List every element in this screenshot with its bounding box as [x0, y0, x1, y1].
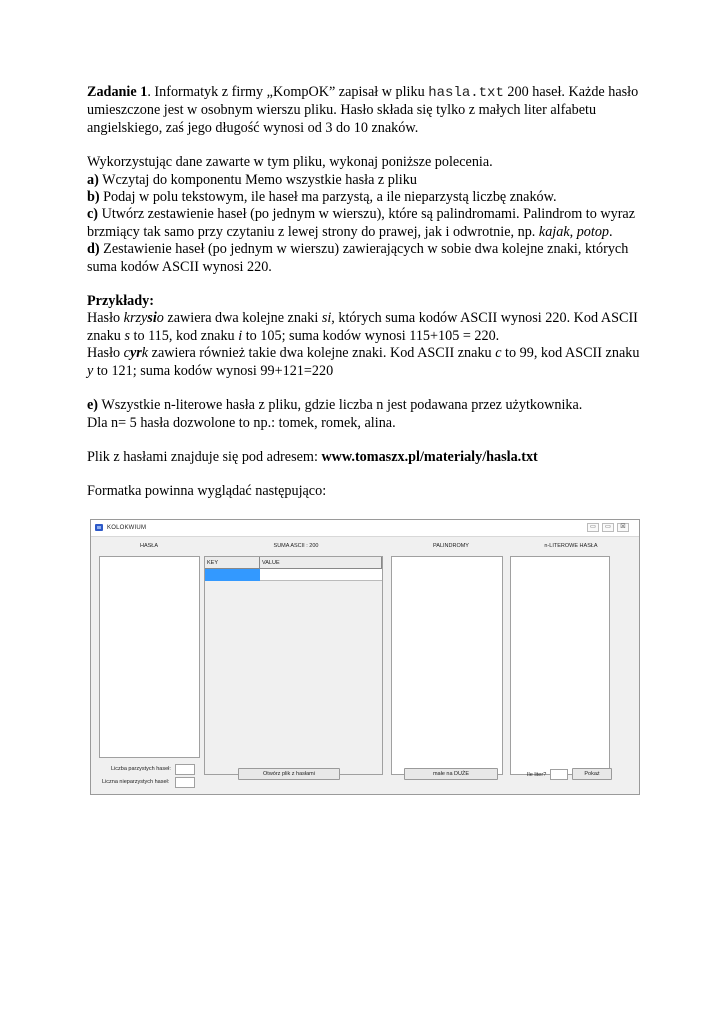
- item-key: a): [87, 171, 99, 188]
- example-char: y: [87, 362, 94, 379]
- example-char: c: [495, 345, 502, 362]
- ascii-grid[interactable]: [204, 556, 383, 775]
- uppercase-button[interactable]: małe na DUŻE: [404, 768, 498, 780]
- example-word-part: o: [156, 310, 164, 327]
- example-char: s: [124, 327, 130, 344]
- task-title: Zadanie 1: [87, 84, 148, 100]
- example-word: [124, 310, 164, 326]
- task-item-a: [87, 172, 647, 189]
- edit-nieparzyste[interactable]: [175, 777, 195, 788]
- file-url: www.tomaszx.pl/materialy/hasla.txt: [321, 448, 538, 465]
- close-icon[interactable]: ☒: [617, 523, 629, 532]
- open-file-button[interactable]: Otwórz plik z hasłami: [238, 768, 340, 780]
- example-word-highlight: yr: [129, 345, 142, 362]
- example-word-part: c: [123, 345, 130, 362]
- label-nieparzyste: Liczna nieparzystych haseł:: [102, 779, 170, 785]
- example-1: [87, 310, 647, 345]
- form-window: [90, 519, 640, 795]
- item-text: Wczytaj do komponentu Memo wszystkie hasła z pliku: [98, 171, 417, 188]
- example-text: Hasło: [87, 310, 124, 327]
- example-text: to 105; suma kodów wynosi 115+105 = 220.: [242, 327, 500, 344]
- file-name: hasla.txt: [428, 85, 504, 101]
- item-text: Podaj w polu tekstowym, ile haseł ma parzystą, a ile nieparzystą liczbę znaków.: [99, 189, 557, 206]
- item-key: d): [87, 241, 100, 258]
- column-label-hasla: HASŁA: [139, 543, 159, 549]
- minimize-icon[interactable]: ▭: [587, 523, 599, 532]
- example-text: zawiera również takie dwa kolejne znaki. Kod ASCII znaku: [148, 345, 496, 362]
- example-2: [87, 345, 647, 380]
- examples-title: Przykłady:: [87, 293, 154, 310]
- example-text: Hasło: [87, 345, 124, 362]
- memo-hasla[interactable]: [99, 556, 200, 758]
- item-text: .: [609, 223, 613, 240]
- app-icon: [95, 524, 103, 531]
- example-pair: si: [321, 310, 332, 327]
- task-intro: Wykorzystując dane zawarte w tym pliku, wykonaj poniższe polecenia.: [87, 154, 493, 171]
- example-text: zawiera dwa kolejne znaki: [163, 310, 322, 327]
- memo-n-literowe[interactable]: [510, 556, 610, 775]
- task-paragraph-1: [87, 84, 647, 137]
- item-examples: kajak, potop: [538, 223, 610, 240]
- task-item-e-example: Dla n= 5 hasła dozwolone to np.: tomek, romek, alina.: [87, 414, 396, 431]
- window-titlebar: [91, 520, 639, 537]
- task-item-e: [87, 397, 647, 414]
- example-text: to 115, kod znaku: [129, 327, 239, 344]
- label-parzyste: Liczba parzystych haseł:: [111, 766, 171, 772]
- example-char: i: [238, 327, 243, 344]
- task-item-d: [87, 241, 647, 276]
- grid-header-key: KEY: [205, 557, 260, 569]
- item-key: c): [87, 206, 99, 223]
- task-document: [87, 84, 647, 501]
- example-text: , których suma kodów ASCII wynosi 220. Kod ASCII znaku: [87, 310, 638, 344]
- item-key: b): [87, 189, 100, 206]
- task-item-c: [87, 206, 647, 241]
- edit-parzyste[interactable]: [175, 764, 195, 775]
- item-text: Zestawienie haseł (po jednym w wierszu) zawierających w sobie dwa kolejne znaki, których suma kodów ASCII wynosi 220.: [87, 241, 629, 275]
- example-word-part: krzy: [123, 310, 148, 327]
- column-label-n-literowe: n-LITEROWE HASŁA: [544, 543, 598, 549]
- file-location: [87, 449, 647, 466]
- task-item-b: [87, 189, 647, 206]
- task-text: 200 haseł. Każde hasło umieszczone jest w osobnym wierszu pliku. Hasło składa się tylko z małych liter alfabetu angielskiego, zaś jego długość wynosi od 3 do 10 znaków.: [87, 84, 639, 136]
- column-label-palindromy: PALINDROMY: [433, 543, 469, 549]
- example-word: [124, 345, 148, 361]
- label-ile-liter: Ile liter?: [527, 772, 547, 778]
- grid-cell[interactable]: [260, 569, 382, 581]
- grid-header-value: VALUE: [260, 557, 382, 569]
- item-text: Utwórz zestawienie haseł (po jednym w wierszu), które są palindromami. Palindrom to wyraz brzmiący tak samo przy czytaniu z lewej strony do prawej, jak i odwrotnie, np.: [87, 206, 636, 240]
- task-text: . Informatyk z firmy „KompOK” zapisał w pliku: [147, 84, 429, 100]
- show-button[interactable]: Pokaż: [572, 768, 612, 780]
- column-label-suma: SUMA ASCII : 200: [273, 543, 319, 549]
- example-word-part: k: [141, 345, 149, 362]
- maximize-icon[interactable]: ▭: [602, 523, 614, 532]
- example-word-highlight: si: [147, 310, 157, 327]
- item-text: Wszystkie n-literowe hasła z pliku, gdzie liczba n jest podawana przez użytkownika.: [98, 397, 583, 414]
- item-key: e): [87, 397, 99, 414]
- window-title: KOLOKWIUM: [107, 525, 147, 531]
- form-intro: Formatka powinna wyglądać następująco:: [87, 483, 327, 500]
- example-text: to 121; suma kodów wynosi 99+121=220: [93, 362, 334, 379]
- edit-ile-liter[interactable]: [550, 769, 568, 780]
- file-location-text: Plik z hasłami znajduje się pod adresem:: [87, 448, 322, 465]
- grid-cell-selected[interactable]: [205, 569, 260, 581]
- example-text: to 99, kod ASCII znaku: [501, 345, 640, 362]
- memo-palindromy[interactable]: [391, 556, 503, 775]
